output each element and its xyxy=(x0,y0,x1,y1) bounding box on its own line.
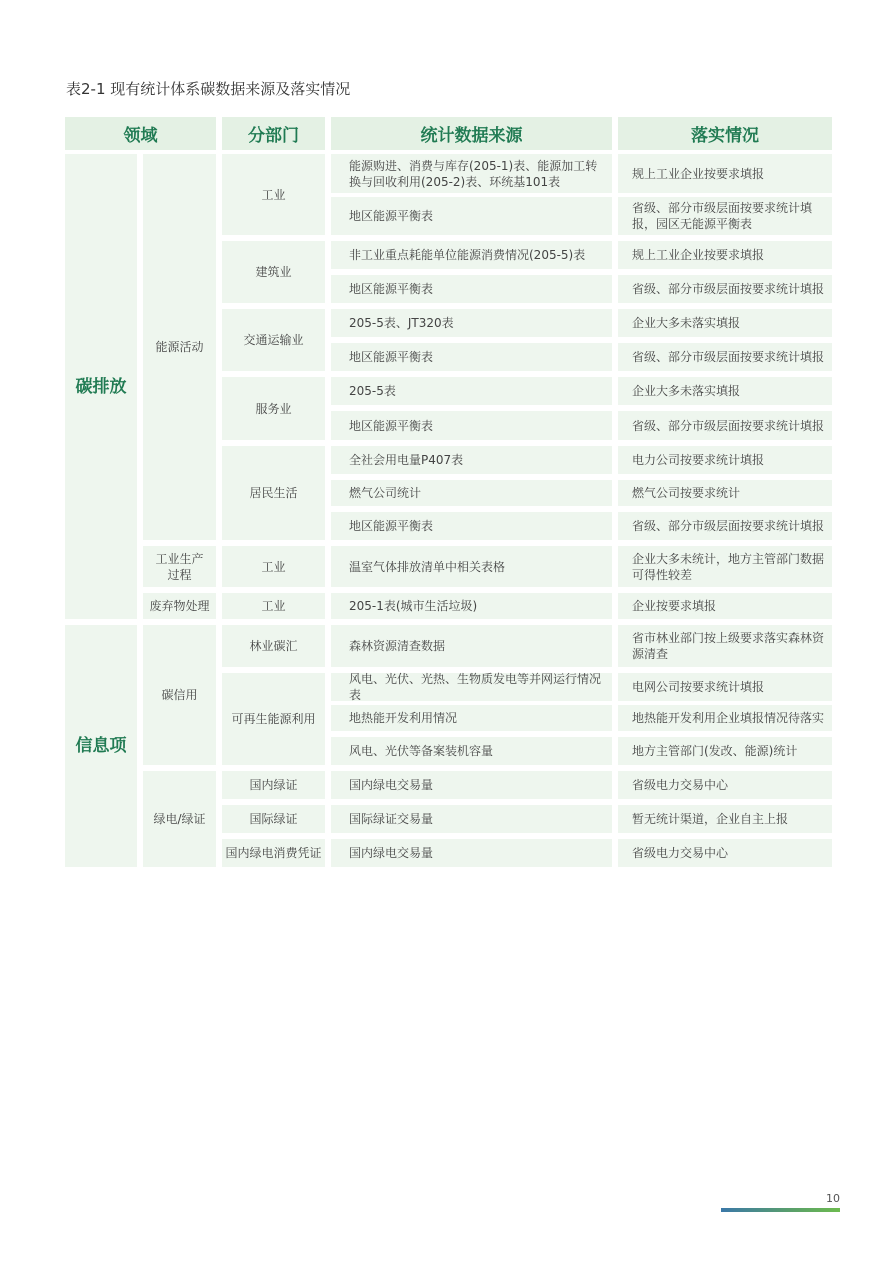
dept-industry: 工业 xyxy=(222,154,325,235)
table-row-source: 国际绿证交易量 xyxy=(331,805,612,833)
table-row-source: 地区能源平衡表 xyxy=(331,512,612,540)
dept-transport: 交通运输业 xyxy=(222,309,325,371)
table-row-status: 省级电力交易中心 xyxy=(618,839,832,867)
table-row-status: 企业大多未落实填报 xyxy=(618,377,832,405)
table-row-status: 省级电力交易中心 xyxy=(618,771,832,799)
table-row-source: 非工业重点耗能单位能源消费情况(205-5)表 xyxy=(331,241,612,269)
footer-accent-bar xyxy=(721,1208,840,1212)
header-domain: 领域 xyxy=(65,117,216,150)
dept-forest: 林业碳汇 xyxy=(222,625,325,667)
table-row-source: 地区能源平衡表 xyxy=(331,343,612,371)
table-row-source: 能源购进、消费与库存(205-1)表、能源加工转换与回收利用(205-2)表、环统基101表 xyxy=(331,154,612,193)
table-title: 表2-1 现有统计体系碳数据来源及落实情况 xyxy=(66,80,351,98)
table-row-status: 省级、部分市级层面按要求统计填报 xyxy=(618,512,832,540)
category-waste: 废弃物处理 xyxy=(143,593,216,619)
table-row-status: 省级、部分市级层面按要求统计填报 xyxy=(618,411,832,440)
dept-service: 服务业 xyxy=(222,377,325,440)
table-row-status: 省级、部分市级层面按要求统计填报，园区无能源平衡表 xyxy=(618,197,832,235)
header-status: 落实情况 xyxy=(618,117,832,150)
table-row-status: 燃气公司按要求统计 xyxy=(618,480,832,506)
table-row-source: 森林资源清查数据 xyxy=(331,625,612,667)
table-row-status: 企业大多未统计，地方主管部门数据可得性较差 xyxy=(618,546,832,587)
table-row-status: 电力公司按要求统计填报 xyxy=(618,446,832,474)
category-energy: 能源活动 xyxy=(143,154,216,540)
table-row-source: 全社会用电量P407表 xyxy=(331,446,612,474)
table-row-status: 省级、部分市级层面按要求统计填报 xyxy=(618,343,832,371)
table-row-source: 风电、光伏等备案装机容量 xyxy=(331,737,612,765)
table-row-source: 地区能源平衡表 xyxy=(331,275,612,303)
table-row-source: 205-1表(城市生活垃圾) xyxy=(331,593,612,619)
table-row-source: 205-5表、JT320表 xyxy=(331,309,612,337)
table-row-status: 省市林业部门按上级要求落实森林资源清查 xyxy=(618,625,832,667)
dept-waste: 工业 xyxy=(222,593,325,619)
table-row-source: 温室气体排放清单中相关表格 xyxy=(331,546,612,587)
table-row-source: 地热能开发利用情况 xyxy=(331,705,612,731)
table-row-status: 规上工业企业按要求填报 xyxy=(618,154,832,193)
table-row-source: 燃气公司统计 xyxy=(331,480,612,506)
header-dept: 分部门 xyxy=(222,117,325,150)
table-row-status: 企业大多未落实填报 xyxy=(618,309,832,337)
dept-renewable: 可再生能源利用 xyxy=(222,673,325,765)
table-row-status: 省级、部分市级层面按要求统计填报 xyxy=(618,275,832,303)
table-row-source: 国内绿电交易量 xyxy=(331,771,612,799)
table-row-status: 电网公司按要求统计填报 xyxy=(618,673,832,701)
domain-carbon: 碳排放 xyxy=(65,154,137,619)
table-row-status: 地方主管部门(发改、能源)统计 xyxy=(618,737,832,765)
dept-construction: 建筑业 xyxy=(222,241,325,303)
domain-info: 信息项 xyxy=(65,625,137,867)
table-row-source: 风电、光伏、光热、生物质发电等并网运行情况表 xyxy=(331,673,612,701)
category-credit: 碳信用 xyxy=(143,625,216,765)
dept-intl-cert: 国际绿证 xyxy=(222,805,325,833)
dept-residential: 居民生活 xyxy=(222,446,325,540)
header-source: 统计数据来源 xyxy=(331,117,612,150)
table-row-status: 暂无统计渠道，企业自主上报 xyxy=(618,805,832,833)
table-row-status: 地热能开发利用企业填报情况待落实 xyxy=(618,705,832,731)
table-row-source: 地区能源平衡表 xyxy=(331,197,612,235)
category-green: 绿电/绿证 xyxy=(143,771,216,867)
category-industrial: 工业生产过程 xyxy=(143,546,216,587)
dept-domestic-voucher: 国内绿电消费凭证 xyxy=(222,839,325,867)
table-row-status: 企业按要求填报 xyxy=(618,593,832,619)
dept-industrial-process: 工业 xyxy=(222,546,325,587)
table-row-status: 规上工业企业按要求填报 xyxy=(618,241,832,269)
table-row-source: 205-5表 xyxy=(331,377,612,405)
table-row-source: 地区能源平衡表 xyxy=(331,411,612,440)
dept-domestic-cert: 国内绿证 xyxy=(222,771,325,799)
table-row-source: 国内绿电交易量 xyxy=(331,839,612,867)
page-number: 10 xyxy=(826,1192,840,1205)
